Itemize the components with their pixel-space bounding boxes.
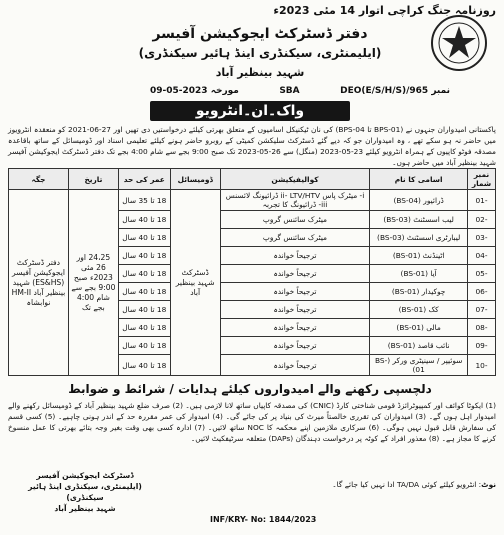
table-row: -07 کک (BS-01) ترجیحاً خواندہ 18 تا 40 سال: [9, 301, 496, 319]
table-row: -05 آیا (BS-01) ترجیحاً خواندہ 18 تا 40 سال: [9, 265, 496, 283]
note-text: : انٹرویو کیلئے کوئی TA/DA ادا نہیں کیا جائے گا۔: [332, 480, 482, 489]
header-age: عمر کی حد: [118, 169, 170, 190]
reference-code: SBA: [279, 86, 300, 96]
sindh-govt-seal-icon: [430, 14, 488, 72]
header-qualification: کوالیفیکیشن: [220, 169, 370, 190]
table-header-row: [9, 169, 496, 190]
table-row: -04 اٹینڈنٹ (BS-01) ترجیحاً خواندہ 18 تا 40 سال: [9, 247, 496, 265]
conditions-text: (1) ایکوٹا کوائف اور کمپیوٹرائزڈ قومی شناختی کارڈ (CNIC) کی مصدقہ کاپیاں ساتھ لانا لازمی ہیں۔ (2) صرف ضلع شہید بینظیر آباد کے ڈومیسائل رکھنے والے امیدوار اہل ہوں گے۔ (3) امیدواران کی تقرری خالصتاً میرٹ کی بنیاد پر کی جائے گی۔ (4) امیدوار کی عمر مقررہ حد کے اندر ہونی چاہیے۔ (5) کسی قسم کی سفارش قابل قبول نہیں ہوگی۔ (6) سرکاری ملازمین اپنے محکمہ کا NOC ساتھ لائیں۔ (7) ادارہ کسی بھی وقت بغیر وجہ بتائے بھرتی کا عمل منسوخ کرنے کا مجاز ہے۔ (8) معذور افراد کے کوٹہ پر درخواست دہندگان (DAPs) متعلقہ سرٹیفکیٹ لائیں۔: [8, 401, 497, 443]
newspaper-dateline: روزنامہ جنگ کراچی اتوار 14 مئی 2023ء: [273, 4, 496, 17]
interview-date-cell: 24،25 اور 26 مئی 2023ء صبح 9:00 بجے سے شام 4:00 بجے تک: [68, 190, 118, 376]
office-subtitle: (ایلیمنٹری، سیکنڈری اینڈ ہائیر سیکنڈری): [138, 46, 382, 60]
table-row: -02 لیب اسسٹنٹ (BS-03) میٹرک سائنس گروپ 18 تا 40 سال: [9, 211, 496, 229]
reference-line: [150, 86, 450, 96]
table-row: -03 لیبارٹری اسسٹنٹ (BS-03) میٹرک سائنس گروپ 18 تا 40 سال: [9, 229, 496, 247]
header-venue: جگہ: [9, 169, 69, 190]
header-post: اسامی کا نام: [370, 169, 468, 190]
intro-paragraph: پاکستانی امیدواران جنہوں نے (BPS-01 تا BPS-04) کی نان ٹیکنیکل اسامیوں کے متعلق بھرتی کیلئے درخواستیں دی تھیں اور 27-06-2021 کو منعقدہ انٹرویوز میں حاضر نہ ہو سکے تھے ، وہ امیدواران جو کہ دیے گئے ڈسٹرکٹ سلیکشن کمیٹی کے روبرو حاضر ہونے کیلئے تعلیمی اسناد اور ڈومیسائل کے ساتھ باقاعدہ مصدقہ فوٹو کاپیوں کے ہمراہ انٹرویو کیلئے 23-05-2023 (منگل) سے 26-05-2023 تک صبح 9:00 بجے سے شام 4:00 بجے تک دفتر ڈسٹرکٹ ایجوکیشن آفیسر شہید بینظیر آباد میں حاضر ہوں۔: [8, 125, 497, 167]
conditions-title: دلچسپی رکھنے والے امیدواروں کیلئے ہدایات / شرائط و ضوابط: [68, 382, 432, 396]
venue-cell: دفتر ڈسٹرکٹ ایجوکیشن آفیسر (ES&HS) شہید بینظیر آباد HM-II نوابشاہ: [9, 190, 69, 376]
walk-in-interview-banner: واک۔ان۔انٹرویو: [150, 101, 350, 121]
domicile-cell: ڈسٹرکٹ شہید بینظیر آباد: [170, 190, 220, 376]
table-row: -06 چوکیدار (BS-01) ترجیحاً خواندہ 18 تا 40 سال: [9, 283, 496, 301]
district-name: شہید بینظیر آباد: [215, 66, 305, 79]
header-date: تاریخ: [68, 169, 118, 190]
table-row: -09 نائب قاصد (BS-01) ترجیحاً خواندہ 18 تا 40 سال: [9, 337, 496, 355]
table-row: -08 مالی (BS-01) ترجیحاً خواندہ 18 تا 40 سال: [9, 319, 496, 337]
header-domicile: ڈومیسائل: [170, 169, 220, 190]
letter-date: 09-05-2023 مورخہ: [150, 86, 239, 96]
table-row: -01 ڈرائیور (BS-04) i- میٹرک پاس ii- LTV/HTV ڈرائیونگ لائسنس iii- ڈرائیونگ کا تجربہ ڈسٹرکٹ شہید بینظیر آباد 18 تا 35 سال 24،25 اور 26 مئی 2023ء صبح 9:00 بجے سے شام 4:00 بجے تک دفتر ڈسٹرکٹ ایجوکیشن آفیسر (ES&HS) شہید بینظیر آباد HM-II نوابشاہ: [9, 190, 496, 211]
inf-number: INF/KRY- No: 1844/2023: [210, 515, 317, 524]
table-row: -10 سوئیپر / سینیٹری ورکر (BS-01) ترجیحاً خواندہ 18 تا 40 سال: [9, 355, 496, 376]
signature-block: ڈسٹرکٹ ایجوکیشن آفیسر (ایلیمنٹری، سیکنڈری اینڈ ہائیر سیکنڈری) شہید بینظیر آباد: [28, 471, 142, 513]
reference-number: DEO(E/S/H/S)/965 نمبر: [340, 86, 450, 96]
vacancy-table: [8, 168, 496, 376]
office-title: دفتر ڈسٹرکٹ ایجوکیشن آفیسر: [152, 26, 368, 42]
note-label: نوٹ: [481, 480, 496, 489]
header-serial: نمبر شمار: [468, 169, 496, 190]
